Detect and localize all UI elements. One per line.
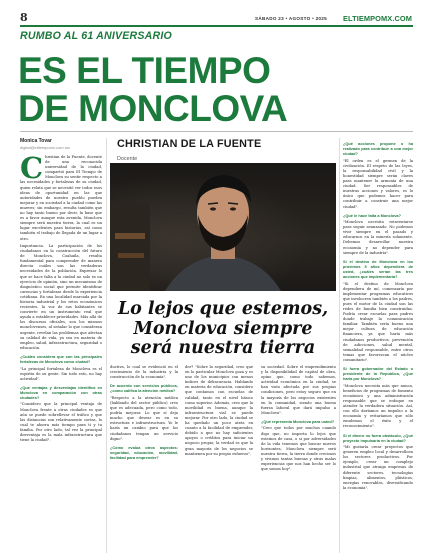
brand-logo[interactable]: ELTIEMPOMX.COM [343,14,413,23]
author-name: Monica Tovar [20,138,52,144]
intro-paragraph: hristian de la Fuente, docente de una reconocida universidad de la ciudad, compartió para El Tiempo de Monclova su sentir respecto a las necesidades y fortalezas de su ciudad, quien relata que se necesitó ver todos esos ideas de oportunidad en las que autoridades de nuestro pueblo pueden mejorar y en sociedad a la ciudad como las mueves; sin embargo, resulta también que no hay tanto bueno por decir, la base que es a favor aunque esta avenida, Monclova siempre será nuestra tierra, la cual es un lugar excelentes para historias, así como también el trabajo de llegada de un lugar a otro. [20,155,102,241]
question: ¿Qué acciones propone o ha realizado para contribuir a una mejor ciudad? [343,141,413,157]
headline-line-2: DE MONCLOVA [18,88,288,129]
answer: "La principal fortaleza de Monclova es el espíritu de su gente. Sin todo esto, no hay actividad". [20,366,102,381]
interviewee-photo [110,163,336,291]
answer: der? "Sobre la seguridad, creo que en lo particular Monclova goza y es uno de los municipios con menos índices de delincuencia. Hablando en materia de educación, considero que contamos con escuelas de calidad, tanto en el nivel básico como superior. Además, creo que la movilidad es buena, aunque la infraestructura vial se puede mejorar. Por otro lado, la ciudad se ha quedado un poco atrás en cuanto a la facilidad de emprender, debido a que no hay suficientes apoyos o créditos para iniciar un negocio propio; la verdad es que la gran mayoría de los negocios se mantienen por su propio esfuerzo". [185,365,253,456]
answer: "Si el destino de Monclova dependiera de mí, comenzaría por implementar programas educativos que involucren también a los padres, pues el motor de la ciudad son las redes de familia bien construidas. Podría crear escuelas para padres donde trabaje la comunicación familiar. También sería bueno una mejor cultura de educación financiera, ya que haría más ciudadanos productivos, prevención de adicciones, salud mental, sexualidad responsable, entre otros temas que favorezcan el núcleo comunitario". [343,281,413,362]
paragraph: ductiva, lo cual se evidenció en el crecimiento de la industria y la construcción de la economía". [110,365,178,380]
body-column-3 [261,365,336,475]
answer: "El orden es el germen de la civilización. El respeto de las leyes, la responsabilidad civil y la honestidad siempre serán claves para mantener la armonía de una ciudad. Ser responsables de nuestras acciones y valores, es lo único que podemos hacer para contribuir a construir una mejor ciudad". [343,158,413,209]
column-divider [339,138,340,553]
answer: "Monclova necesita más que nunca, beneficios de programas de fomento económico y una administración responsable que se enfoque en atender la verdadera situación. Así, con ello daríamos un impulso a la economía y evitaríamos que sólo emulemos el éxito y el reconocimiento". [343,383,413,429]
body-column-2 [185,365,253,459]
right-column [343,138,413,493]
question: ¿Qué representa Monclova para usted? [261,418,335,424]
dropcap: C [20,151,44,185]
author-email[interactable]: digital@eltiempomx.com.mx [20,145,71,150]
column-divider [106,138,107,553]
body-column-1 [110,365,178,462]
interviewee-role: Docente [117,156,138,162]
pull-quote: Lo lejos que estemos, Monclova siempre será nuestra tierra [117,299,329,358]
answer: "Mi gustaría crear proyectos que generen empleo local y desarrolloen los sectores productivos. Por ejemplo, crear un complejo industrial que atraiga empresas de diferente sectores, tecnologías limpias, alimentos, plásticos, energías renovables, diversificando la economía". [343,445,413,490]
headline-line-1: ES EL TIEMPO [18,50,271,91]
answer: "Respecto a la atención médica (hablando del sector público) creo que es adecuada, pero como todo, podría mejorar. Lo que sí deja mucho que desear es en su estructura e infraestructura. Yo le haría un cambio para que los ciudadanos tengan un servicio digno". [110,395,178,441]
paragraph: Importancia. La participación de los ciudadanos en la construcción del futuro de Monclova, Coahuila, resulta fundamental para comprender de manera directa cuáles son las verdaderas necesidades de la población. Expresar lo que se hace falta a la ciudad no solo es un ejercicio de opinión, sino un mecanismo de diagnóstico social que permite identificar carencias y fortalezas desde la experiencia cotidiana. En una localidad marcada por la historia industrial y los retos económicos recientes, la voz de sus habitantes se convierte en un instrumento real que ayuda a establecer prioridades. Más allá de los discursos oficiales, son los mismos monclovenses, al señalar lo que consideran urgente, revelan las problemas que afectan su calidad de vida, ya sea en materia de empleo, salud, infraestructura, seguridad o educación. [20,243,102,350]
question: ¿Qué ventajas y desventajas identifica en Monclova en comparación con otras ciudades? [20,384,102,400]
question: Si fuera gobernador del Estado o presidente de la República, ¿Qué haría por Monclova? [343,366,413,382]
question: ¿Qué le hace falta a Monclova? [343,212,401,218]
page-number: 8 [20,11,28,24]
section-kicker: RUMBO AL 61 ANIVERSARIO [20,30,172,42]
issue-date: SÁBADO 23 • AGOSTO • 2025 [255,16,327,21]
question: ¿Cómo evalúa otros aspectos: seguridad, educación, movilidad, facilidad para emprender? [110,444,178,460]
interviewee-name: CHRISTIAN DE LA FUENTE [117,138,262,150]
paragraph: su sociedad. Sobre el emprendimiento y la disponibilidad de capital de obra, opino que, como todo sabemos, actividad económica en la ciudad, se han visto afectada por sus propias condiciones, pero estoy seguro que en la mayoría de los negocios existentes en la comunidad, siendo una buena fuerza laboral que dará impulso a Monclova". [261,365,336,415]
question: ¿Cuáles considera que son las principales fortalezas de Monclova como ciudad? [20,353,102,365]
divider [20,131,413,132]
header-rule [20,25,413,27]
left-column [20,151,102,446]
answer: "Creo que todos por muchos cuando digo que, no importa lo lejos que estemos de casa, o si por adversidades de la vida tenemos que buscar nuevos horizontes, Monclova siempre será nuestra tierra, la tierra donde crecimos y vivimos tantas buenas y otras malas experiencias que nos han hecho ser lo que somos hoy". [261,426,336,472]
question: De acuerdo con servicios públicos, ¿cómo califica la atención médica? [110,383,178,394]
question: Si el dinero no fuera obstáculo, ¿Qué proyecto impulsaría en la ciudad? [343,432,413,443]
answer: "Considero que la principal ventaja de Monclova frente a otras ciudades es que aún se puede sobrellevar el tráfico y que las distancias son relativamente cortas, lo cual te ahorra más tiempo para ti y tu familia. Por otro lado, tal vez la principal desventaja es la mala infraestructura que tiene la ciudad". [20,402,102,443]
question: Si el destino de Monclova en los próximos 5 años dependiera de usted, ¿cuáles serían las tres acciones que implementaría? [343,258,413,280]
answer: "Monclova necesita reinventarse para seguir avanzando. No podemos vivir siempre en el pasado y educarnos en la minería solamente. Debemos desarrollar nuestra economía y no depender para siempre de la industria". [343,220,413,255]
